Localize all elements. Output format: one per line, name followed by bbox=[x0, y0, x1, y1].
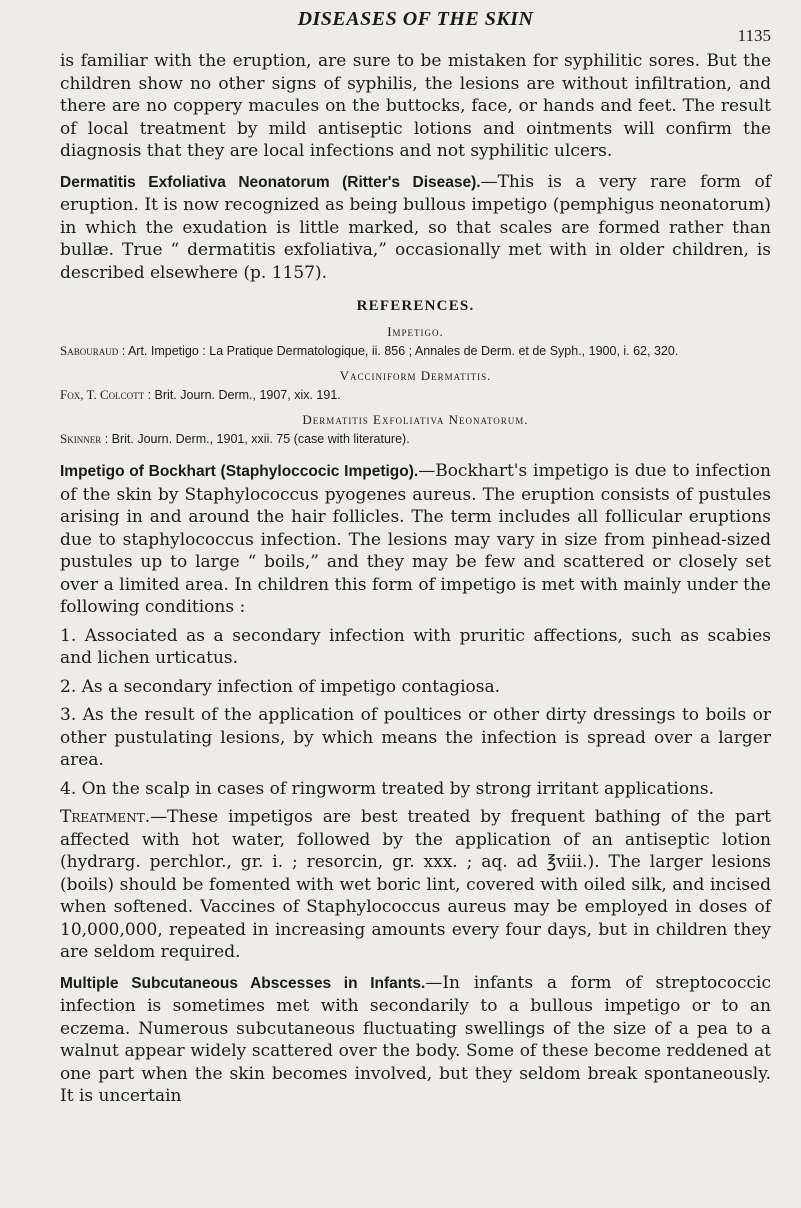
bockhart-paragraph bbox=[60, 460, 771, 619]
ref-text: : Art. Impetigo : La Pratique Dermatologique, ii. 856 ; Annales de Derm. et de Syph., 1900, i. 62, 320. bbox=[118, 344, 679, 358]
ref-author: Fox, T. Colcott bbox=[60, 387, 145, 402]
ref-group-title: Impetigo. bbox=[387, 324, 444, 339]
page-body bbox=[60, 50, 771, 1116]
condition-item: 3. As the result of the application of poultices or other dirty dressings to boils or other pustulating lesions, by which means the infection is spread over a larger area. bbox=[60, 705, 771, 770]
references-list bbox=[60, 323, 771, 448]
running-title: DISEASES OF THE SKIN bbox=[297, 8, 534, 30]
ref-text: : Brit. Journ. Derm., 1907, xix. 191. bbox=[144, 388, 341, 402]
abscesses-heading: Multiple Subcutaneous Abscesses in Infants. bbox=[60, 974, 426, 992]
treatment-label: Treatment. bbox=[60, 807, 151, 827]
ref-text: : Brit. Journ. Derm., 1901, xxii. 75 (case with literature). bbox=[101, 432, 410, 446]
ref-group-title: Vacciniform Dermatitis. bbox=[339, 368, 492, 383]
treatment-text: —These impetigos are best treated by frequent bathing of the part affected with hot water, followed by the application of an antiseptic lotion (hydrarg. perchlor., gr. i. ; resorcin, gr. xxx. ; aq. ad ℥viii.). The larger lesions (boils) should be fomented with wet boric lint, covered with oiled silk, and incised when softened. Vaccines of Staphylococcus aureus may be employed in doses of 10,000,000, repeated in increasing amounts every four days, but in children they are seldom required. bbox=[60, 807, 771, 962]
ritter-text: —This is a very rare form of eruption. It is now recognized as being bullous impetigo (pemphigus neonatorum) in which the exudation is little marked, so that scales are formed rather than bullæ. True “ dermatitis exfoliativa,” occasionally met with in older children, is described elsewhere (p. 1157). bbox=[60, 171, 772, 283]
ritter-heading: Dermatitis Exfoliativa Neonatorum (Ritter's Disease). bbox=[60, 173, 481, 191]
abscesses-paragraph bbox=[60, 972, 771, 1108]
ref-entry bbox=[60, 430, 771, 448]
treatment-paragraph bbox=[60, 806, 771, 964]
page-number: 1135 bbox=[737, 26, 771, 45]
bockhart-heading: Impetigo of Bockhart (Staphyloccocic Impetigo). bbox=[60, 463, 419, 480]
continuation-paragraph: is familiar with the eruption, are sure to be mistaken for syphilitic sores. But the children show no other signs of syphilis, the lesions are without infiltration, and there are no coppery macules on the buttocks, face, or hands and feet. The result of local treatment by mild antiseptic lotions and ointments will confirm the diagnosis that they are local infections and not syphilitic ulcers. bbox=[60, 51, 771, 161]
ref-entry bbox=[60, 342, 771, 360]
bockhart-text: —Bockhart's impetigo is due to infection of the skin by Staphylococcus pyogenes aureus. The eruption consists of pustules arising in and around the hair follicles. The term includes all follicular eruptions due to staphylococcus infection. The lesions may vary in size from pinhead-sized pustules up to large “ boils,” and they may be few and scattered or closely set over a limited area. In children this form of impetigo is met with mainly under the following conditions : bbox=[60, 461, 771, 617]
ref-entry bbox=[60, 386, 771, 404]
ref-author: Skinner bbox=[60, 431, 102, 446]
condition-item: 4. On the scalp in cases of ringworm treated by strong irritant applications. bbox=[60, 778, 715, 799]
ritter-paragraph bbox=[60, 171, 771, 285]
condition-item: 1. Associated as a secondary infection with pruritic affections, such as scabies and lichen urticatus. bbox=[60, 625, 771, 668]
ref-group-title: Dermatitis Exfoliativa Neonatorum. bbox=[302, 412, 529, 427]
abscesses-text: —In infants a form of streptococcic infection is sometimes met with secondarily to a bullous impetigo or to an eczema. Numerous subcutaneous fluctuating swellings of the size of a pea to a walnut appear widely scattered over the body. Some of these become reddened at one part when the skin becomes involved, but they seldom break spontaneously. It is uncertain bbox=[60, 972, 771, 1106]
ref-author: Sabouraud bbox=[60, 343, 119, 358]
page-header bbox=[60, 8, 771, 48]
references-heading: REFERENCES. bbox=[356, 298, 475, 314]
condition-item: 2. As a secondary infection of impetigo contagiosa. bbox=[60, 676, 501, 697]
